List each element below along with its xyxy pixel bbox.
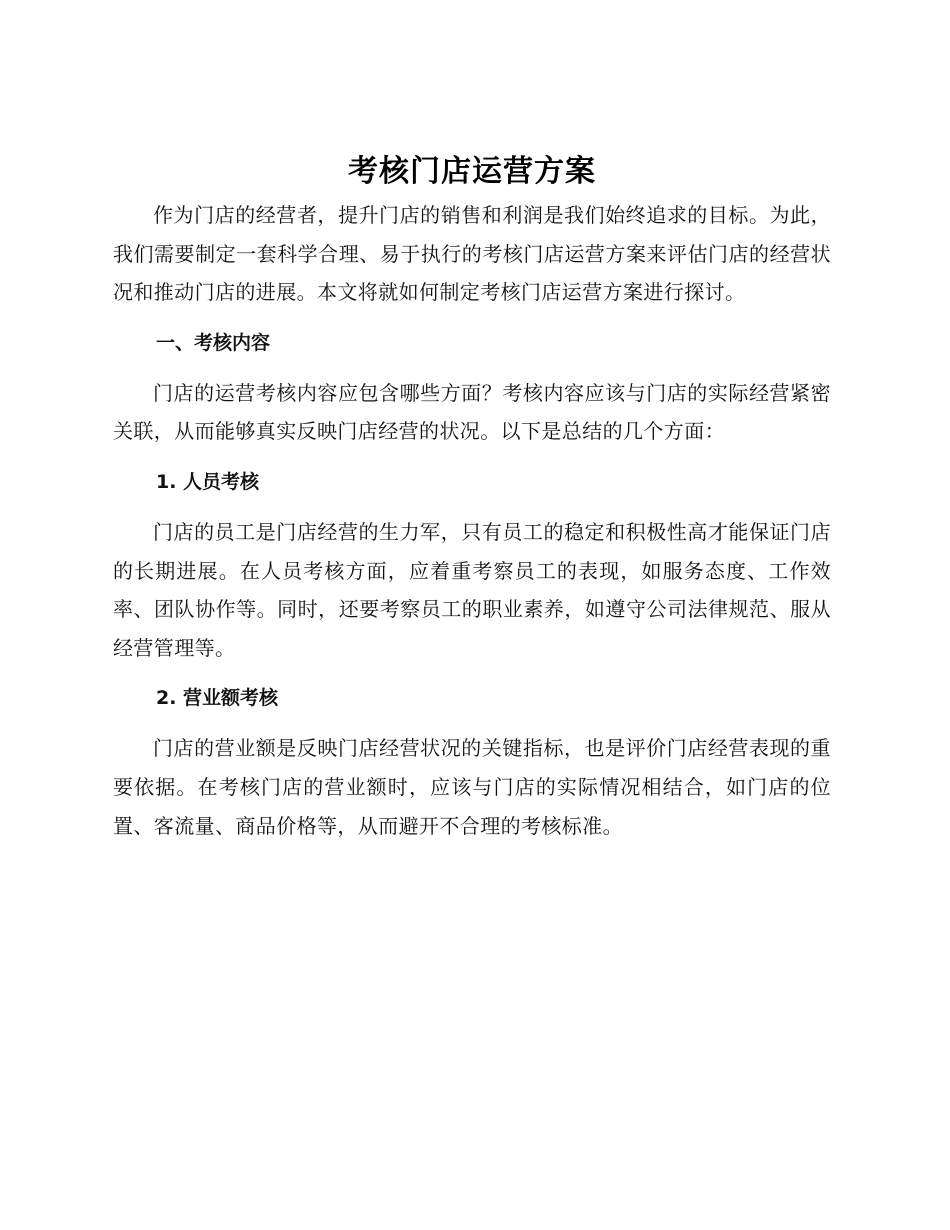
spacer xyxy=(113,312,831,324)
section-heading-content: 一、考核内容 xyxy=(156,331,271,354)
revenue-assessment-paragraph: 门店的营业额是反映门店经营状况的关键指标，也是评价门店经营表现的重要依据。在考核门店的营业额时，应该与门店的实际情况相结合，如门店的位置、客流量、商品价格等，从而避开不合理的考核标准。 xyxy=(113,736,831,838)
spacer xyxy=(113,501,831,513)
spacer xyxy=(113,451,831,463)
spacer xyxy=(113,667,831,679)
spacer xyxy=(113,362,831,374)
staff-assessment-paragraph: 门店的员工是门店经营的生力军，只有员工的稳定和积极性高才能保证门店的长期进展。在人员考核方面，应着重考察员工的表现，如服务态度、工作效率、团队协作等。同时，还要考察员工的职业素养，如遵守公司法律规范、服从经营管理等。 xyxy=(113,519,831,660)
document-body xyxy=(113,148,831,845)
intro-paragraph: 作为门店的经营者，提升门店的销售和利润是我们始终追求的目标。为此，我们需要制定一套科学合理、易于执行的考核门店运营方案来评估门店的经营状况和推动门店的进展。本文将就如何制定考核门店运营方案进行探讨。 xyxy=(113,203,831,305)
subsection-heading-staff: 1. 人员考核 xyxy=(156,470,260,493)
subsection-heading-revenue: 2. 营业额考核 xyxy=(156,687,279,710)
document-title: 考核门店运营方案 xyxy=(348,154,596,189)
section-content-paragraph: 门店的运营考核内容应包含哪些方面？考核内容应该与门店的实际经营紧密关联，从而能够真实反映门店经营的状况。以下是总结的几个方面： xyxy=(113,380,831,444)
spacer xyxy=(113,717,831,729)
